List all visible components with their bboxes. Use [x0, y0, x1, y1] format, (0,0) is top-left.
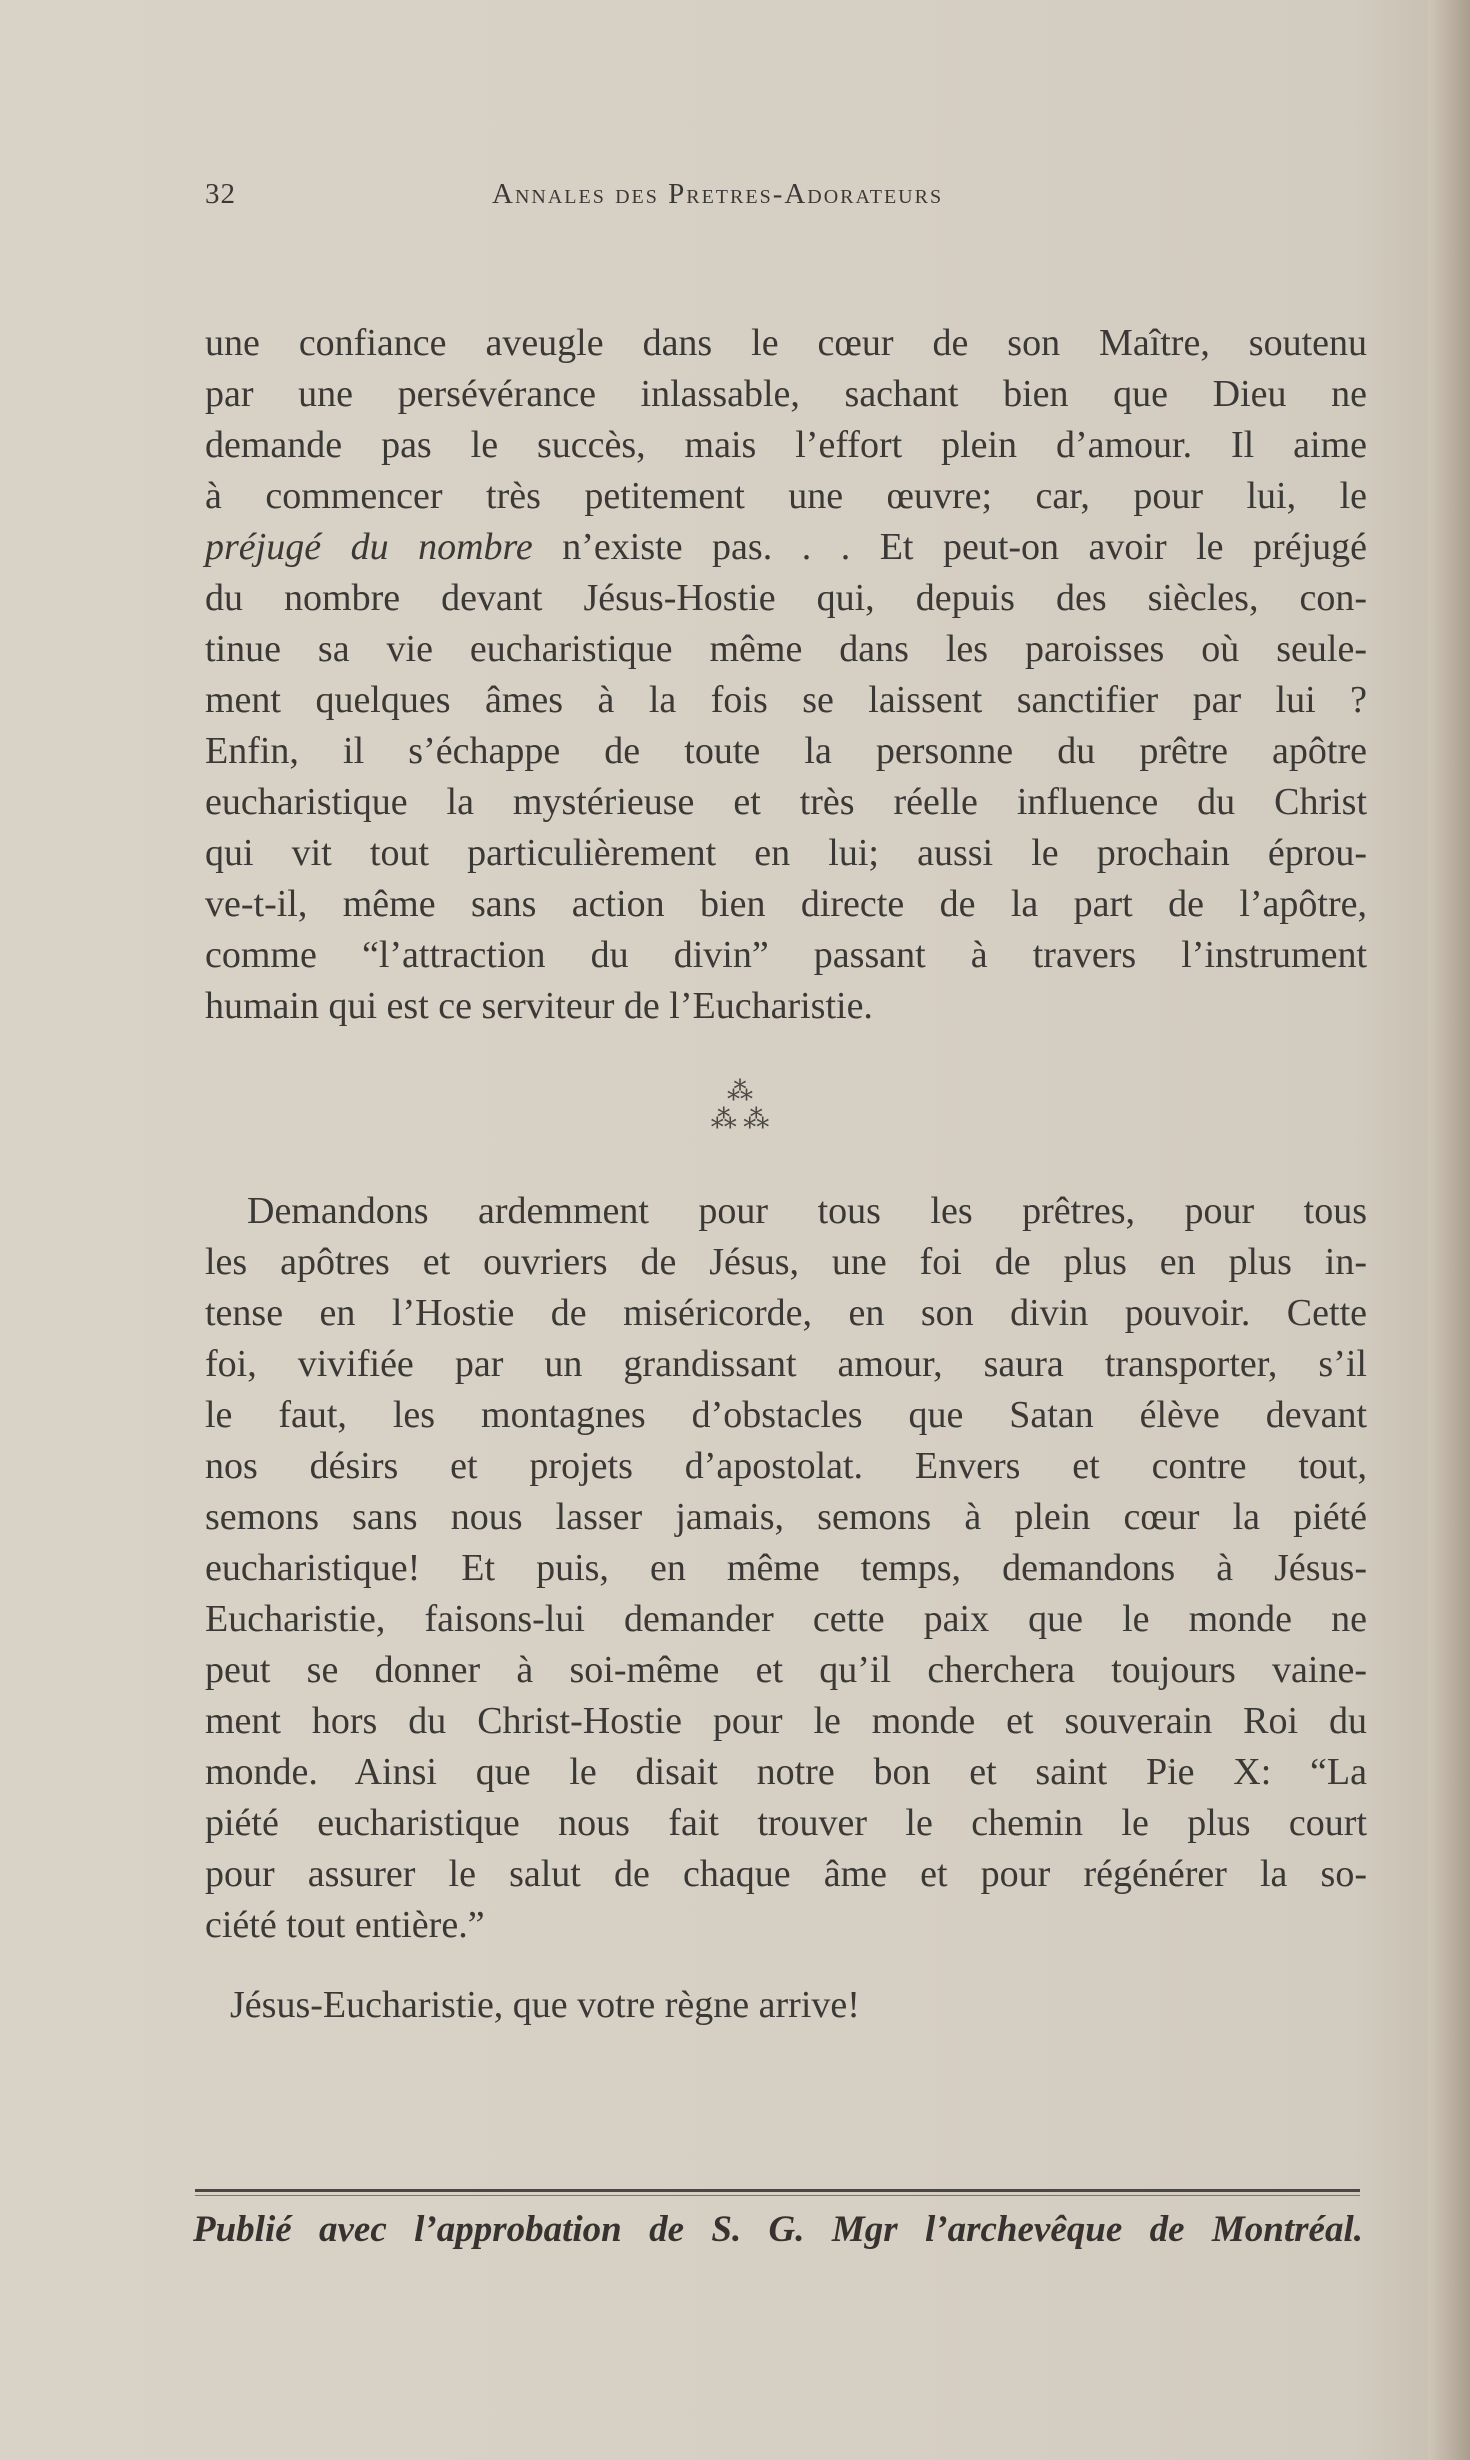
text-line: semons sans nous lasser jamais, semons à plein cœur la piété	[205, 1496, 1367, 1538]
text-line: comme “l’attraction du divin” passant à travers l’instrument	[205, 934, 1367, 976]
text-line: qui vit tout particulièrement en lui; aussi le prochain éprou-	[205, 832, 1367, 874]
text-line: par une persévérance inlassable, sachant bien que Dieu ne	[205, 373, 1367, 415]
text-line: ment quelques âmes à la fois se laissent sanctifier par lui ?	[205, 679, 1367, 721]
text-line: le faut, les montagnes d’obstacles que Satan élève devant	[205, 1394, 1367, 1436]
text-line: pour assurer le salut de chaque âme et pour régénérer la so-	[205, 1853, 1367, 1895]
paragraph-3	[230, 1980, 1392, 2031]
text-line: Demandons ardemment pour tous les prêtres, pour tous	[247, 1190, 1367, 1232]
text-line: peut se donner à soi-même et qu’il cherchera toujours vaine-	[205, 1649, 1367, 1691]
paragraph-1	[205, 318, 1367, 1032]
text-line: Enfin, il s’échappe de toute la personne du prêtre apôtre	[205, 730, 1367, 772]
footer-rule	[195, 2189, 1360, 2192]
text-line: eucharistique! Et puis, en même temps, demandons à Jésus-	[205, 1547, 1367, 1589]
text-line: tinue sa vie eucharistique même dans les paroisses où seule-	[205, 628, 1367, 670]
text-line: eucharistique la mystérieuse et très réelle influence du Christ	[205, 781, 1367, 823]
text-line: piété eucharistique nous fait trouver le chemin le plus court	[205, 1802, 1367, 1844]
text-line: monde. Ainsi que le disait notre bon et saint Pie X: “La	[205, 1751, 1367, 1793]
text-line: une confiance aveugle dans le cœur de son Maître, soutenu	[205, 322, 1367, 364]
text-line: demande pas le succès, mais l’effort plein d’amour. Il aime	[205, 424, 1367, 466]
text-line: Eucharistie, faisons-lui demander cette paix que le monde ne	[205, 1598, 1367, 1640]
text-line: foi, vivifiée par un grandissant amour, saura transporter, s’il	[205, 1343, 1367, 1385]
text-line: du nombre devant Jésus-Hostie qui, depuis des siècles, con-	[205, 577, 1367, 619]
page-edge	[1428, 0, 1470, 2460]
running-header	[205, 178, 1085, 218]
text-line-rest: n’existe pas. . . Et peut-on avoir le préjugé	[562, 526, 1367, 568]
text-line: ciété tout entière.”	[205, 1904, 485, 1946]
text-line: ment hors du Christ-Hostie pour le monde et souverain Roi du	[205, 1700, 1367, 1742]
running-title: Annales des Pretres-Adorateurs	[492, 178, 944, 210]
imprimatur-notice: Publié avec l’approbation de S. G. Mgr l’archevêque de Montréal.	[193, 2209, 1363, 2250]
text-line: à commencer très petitement une œuvre; car, pour lui, le	[205, 475, 1367, 517]
asterism-bottom: ⁂ ⁂	[710, 1105, 770, 1134]
text-line: tense en l’Hostie de miséricorde, en son divin pouvoir. Cette	[205, 1292, 1367, 1334]
page-number: 32	[205, 178, 236, 210]
asterism-top: ⁂	[727, 1077, 753, 1106]
text-line: nos désirs et projets d’apostolat. Envers et contre tout,	[205, 1445, 1367, 1487]
text-line: humain qui est ce serviteur de l’Eucharistie.	[205, 985, 873, 1027]
text-line: ve-t-il, même sans action bien directe de la part de l’apôtre,	[205, 883, 1367, 925]
paragraph-2	[205, 1186, 1367, 1951]
footer-rule-thin	[195, 2195, 1360, 2196]
text-line: les apôtres et ouvriers de Jésus, une foi de plus en plus in-	[205, 1241, 1367, 1283]
text-line-with-italic	[205, 522, 1367, 573]
italic-phrase: préjugé du nombre	[205, 526, 533, 568]
section-separator	[700, 1078, 780, 1134]
closing-line: Jésus-Eucharistie, que votre règne arrive!	[230, 1984, 860, 2026]
